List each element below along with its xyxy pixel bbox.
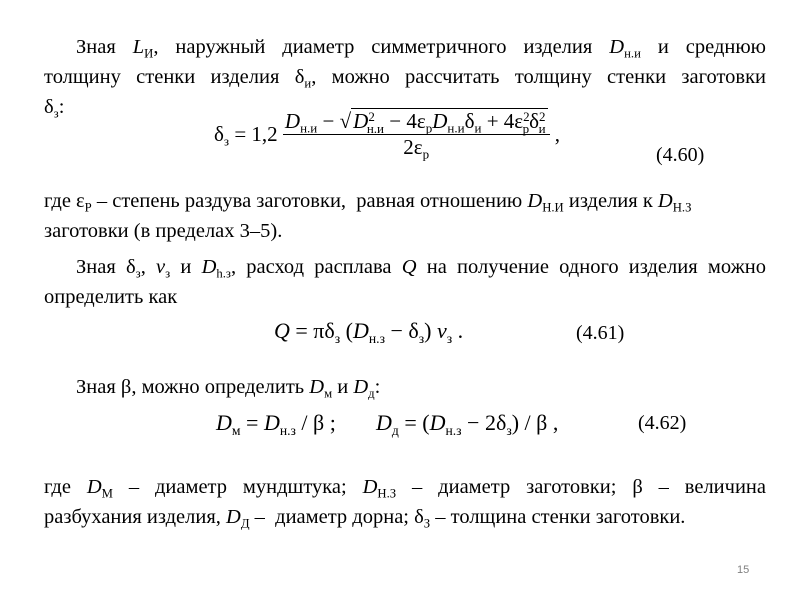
paragraph-4 [76,372,380,402]
paragraph-5-line-1: где $D_М$ – диаметр мундштука; $D_{Н.З}$ – диаметр заготовки; β – величина [44,476,767,501]
paragraph-1-line-1: Зная $L_И$, наружный диаметр симметричного изделия $D_{н.и}$ и среднюю [76,36,766,61]
equation-4-60-lhs: $\delta_з = 1,2$ [214,121,278,149]
paragraph-2-line-1: где $\varepsilon_Р$ – степень раздува заготовки, равная отношению $D_{Н.И}$ изделия к $D_{Н.З}$ [44,190,692,215]
equation-number-4-61: (4.61) [576,322,625,344]
equation-4-62-part-2: $D_д = (D_{н.з} - 2\delta_з) / \beta$ , [376,410,559,438]
paragraph-2 [44,186,766,246]
paragraph-1-line-2: толщину стенки изделия $\delta_и$, можно рассчитать толщину стенки заготовки [44,66,766,91]
equation-4-60 [214,108,560,180]
paragraph-3 [44,252,766,312]
paragraph-3-line-2: определить как [44,286,178,308]
equation-4-60-fraction [283,108,550,160]
equation-number-4-62: (4.62) [638,412,687,434]
equation-4-61: $Q = \pi\delta_з$ $(D_{н.з} - \delta_з)$ $v_з$ . [274,318,464,346]
paragraph-3-line-1: Зная $\delta_з$, $v_з$ и $D_{h.з}$, расход расплава Q на получение одного изделия можно [76,256,766,281]
equation-4-60-denominator: $2\varepsilon_р$ [403,135,430,162]
equation-number-4-60: (4.60) [656,144,705,166]
equation-4-60-comma: , [554,121,561,146]
paragraph-1-line-3: $\delta_з$: [44,96,65,121]
equation-4-60-numerator: $D_{н.и} - √D^2_{н.и} - 4\varepsilon_рD_{н.и}\delta_и + 4\varepsilon^2_р\delta^2_и$ [284,108,546,136]
paragraph-2-line-2: заготовки (в пределах 3–5). [44,220,283,242]
page-number: 15 [737,564,750,576]
sqrt-sign: $√D^2_{н.и} - 4\varepsilon_рD_{н.и}\delta_и + 4\varepsilon^2_р\delta^2_и$ [339,108,546,136]
paragraph-5 [44,472,766,532]
equation-4-62-part-1: $D_м = D_{н.з} / \beta$ ; [216,410,336,438]
paragraph-4-line: Зная β, можно определить $D_м$ и $D_д$: [76,376,381,401]
paragraph-5-line-2: разбухания изделия, $D_Д$ – диаметр дорна; $\delta_З$ – толщина стенки заготовки. [44,506,686,531]
